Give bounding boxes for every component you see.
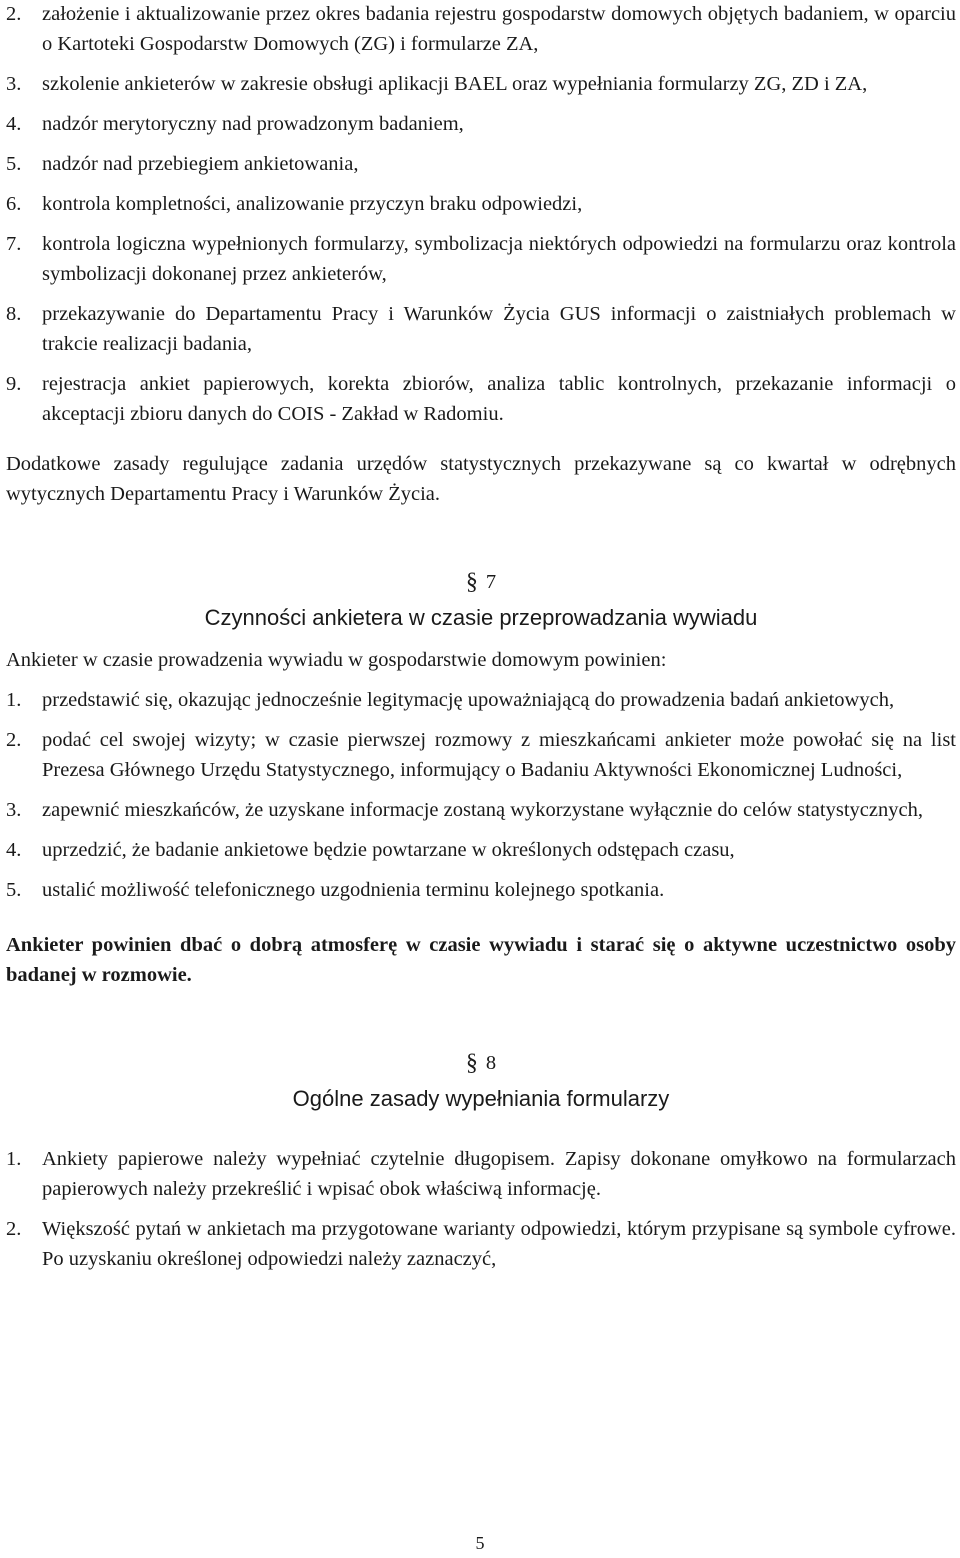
list-item-text: kontrola logiczna wypełnionych formularzy, symbolizacja niektórych odpowiedzi na formularzu oraz kontrola symbolizacji dokonanej przez ankieterów, bbox=[42, 233, 956, 285]
list-item bbox=[6, 875, 956, 905]
section-7-intro: Ankieter w czasie prowadzenia wywiadu w gospodarstwie domowym powinien: bbox=[6, 649, 667, 671]
list-item bbox=[6, 189, 956, 219]
list-item-text: uprzedzić, że badanie ankietowe będzie powtarzane w określonych odstępach czasu, bbox=[42, 839, 735, 861]
section-7-title: Czynności ankietera w czasie przeprowadzania wywiadu bbox=[204, 605, 758, 630]
list-item-text: szkolenie ankieterów w zakresie obsługi aplikacji BAEL oraz wypełniania formularzy ZG, ZD i ZA, bbox=[42, 73, 868, 95]
list-item bbox=[6, 685, 956, 715]
list-item-number: 2. bbox=[6, 3, 22, 25]
section-7-heading bbox=[6, 567, 956, 597]
list-item-number: 3. bbox=[6, 73, 22, 95]
additional-rules-paragraph: Dodatkowe zasady regulujące zadania urzędów statystycznych przekazywane są co kwartał w odrębnych wytycznych Departamentu Pracy i Warunków Życia. bbox=[6, 453, 956, 505]
section-symbol: § bbox=[465, 1050, 478, 1076]
list-item-text: rejestracja ankiet papierowych, korekta zbiorów, analiza tablic kontrolnych, przekazanie informacji o akceptacji zbioru danych do COIS - Zakład w Radomiu. bbox=[42, 373, 956, 425]
list-item-text: podać cel swojej wizyty; w czasie pierwszej rozmowy z mieszkańcami ankieter może powołać się na list Prezesa Głównego Urzędu Statystycznego, informujący o Badaniu Aktywności Ekonomicznej Ludności, bbox=[42, 729, 956, 781]
list-item-number: 8. bbox=[6, 303, 22, 325]
list-item-text: nadzór nad przebiegiem ankietowania, bbox=[42, 153, 359, 175]
interviewer-atmosphere-note: Ankieter powinien dbać o dobrą atmosferę w czasie wywiadu i starać się o aktywne uczestnictwo osoby badanej w rozmowie. bbox=[6, 934, 956, 986]
list-item bbox=[6, 725, 956, 785]
list-item-text: kontrola kompletności, analizowanie przyczyn braku odpowiedzi, bbox=[42, 193, 583, 215]
section-8-heading bbox=[6, 1048, 956, 1078]
page-number: 5 bbox=[475, 1533, 485, 1553]
list-item bbox=[6, 299, 956, 359]
list-item-number: 5. bbox=[6, 879, 22, 901]
list-item-number: 3. bbox=[6, 799, 22, 821]
interviewer-duties-list bbox=[6, 685, 956, 905]
list-item bbox=[6, 369, 956, 429]
list-item bbox=[6, 109, 956, 139]
list-item-number: 9. bbox=[6, 373, 22, 395]
list-item-text: Ankiety papierowe należy wypełniać czytelnie długopisem. Zapisy dokonane omyłkowo na formularzach papierowych należy przekreślić i wpisać obok właściwą informację. bbox=[42, 1148, 956, 1200]
list-item-text: przedstawić się, okazując jednocześnie legitymację upoważniającą do prowadzenia badań ankietowych, bbox=[42, 689, 895, 711]
list-item-text: Większość pytań w ankietach ma przygotowane warianty odpowiedzi, którym przypisane są symbole cyfrowe. Po uzyskaniu określonej odpowiedzi należy zaznaczyć, bbox=[42, 1218, 956, 1270]
list-item-text: założenie i aktualizowanie przez okres badania rejestru gospodarstw domowych objętych badaniem, w oparciu o Kartoteki Gospodarstw Domowych (ZG) i formularze ZA, bbox=[42, 3, 956, 55]
list-item-number: 1. bbox=[6, 1148, 22, 1170]
list-item-number: 6. bbox=[6, 193, 22, 215]
section-number: 7 bbox=[485, 571, 497, 593]
list-item-text: nadzór merytoryczny nad prowadzonym badaniem, bbox=[42, 113, 464, 135]
form-rules-list bbox=[6, 1144, 956, 1274]
list-item-number: 1. bbox=[6, 689, 22, 711]
section-symbol: § bbox=[465, 569, 478, 595]
list-item bbox=[6, 0, 956, 59]
list-item bbox=[6, 1144, 956, 1204]
list-item-number: 4. bbox=[6, 113, 22, 135]
tasks-list bbox=[6, 0, 956, 429]
list-item bbox=[6, 835, 956, 865]
list-item-text: przekazywanie do Departamentu Pracy i Warunków Życia GUS informacji o zaistniałych problemach w trakcie realizacji badania, bbox=[42, 303, 956, 355]
section-number: 8 bbox=[485, 1052, 497, 1074]
list-item bbox=[6, 229, 956, 289]
list-item-number: 7. bbox=[6, 233, 22, 255]
list-item bbox=[6, 149, 956, 179]
list-item-text: zapewnić mieszkańców, że uzyskane informacje zostaną wykorzystane wyłącznie do celów statystycznych, bbox=[42, 799, 923, 821]
list-item-number: 2. bbox=[6, 1218, 22, 1240]
list-item bbox=[6, 795, 956, 825]
list-item bbox=[6, 69, 956, 99]
list-item-number: 4. bbox=[6, 839, 22, 861]
list-item-number: 2. bbox=[6, 729, 22, 751]
list-item bbox=[6, 1214, 956, 1274]
list-item-number: 5. bbox=[6, 153, 22, 175]
section-8-title: Ogólne zasady wypełniania formularzy bbox=[292, 1086, 670, 1111]
list-item-text: ustalić możliwość telefonicznego uzgodnienia terminu kolejnego spotkania. bbox=[42, 879, 665, 901]
document-page bbox=[6, 0, 956, 1274]
